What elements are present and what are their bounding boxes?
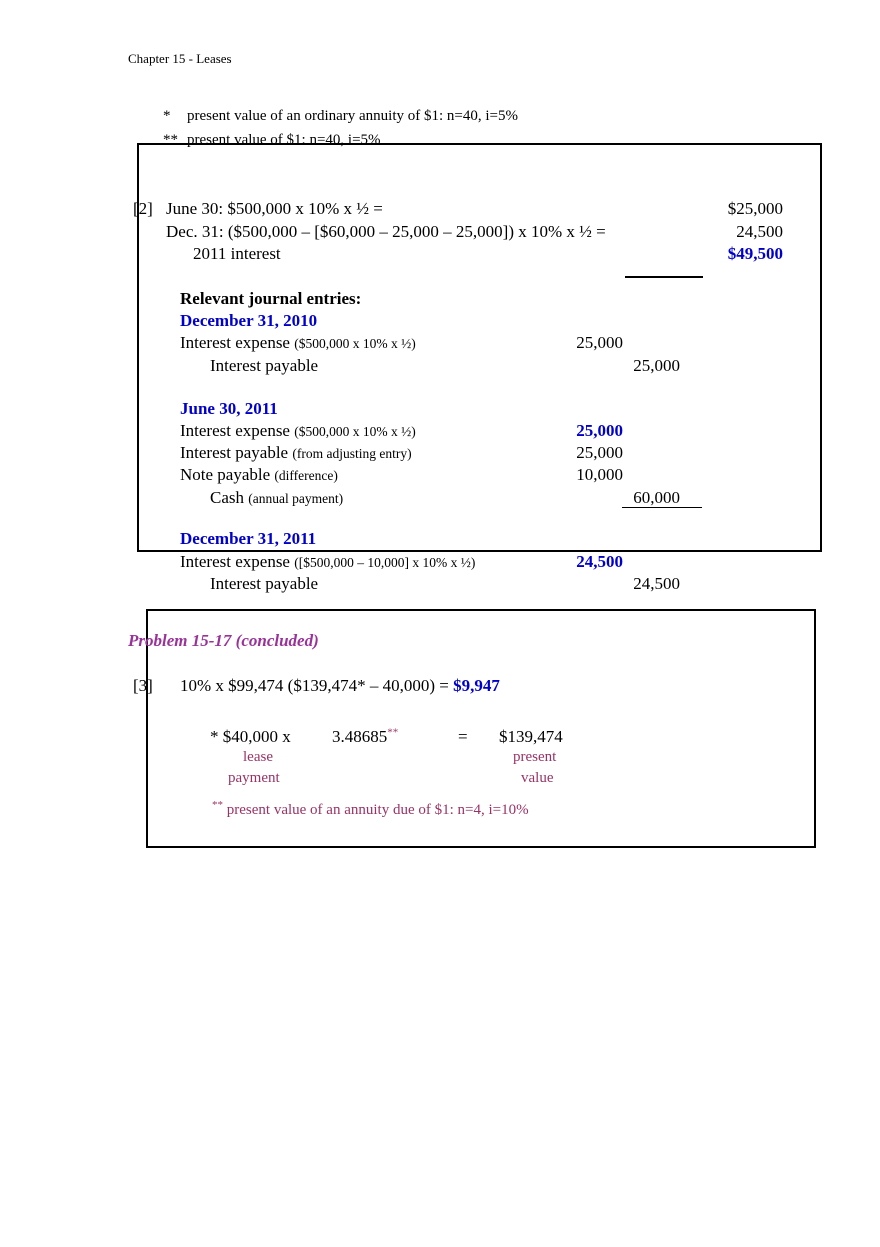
account-cell: [180, 443, 412, 463]
label-lease: lease: [243, 749, 273, 765]
credit-amount: 25,000: [633, 356, 680, 375]
annuity-footnote-text: present value of an annuity due of $1: n=4, i=10%: [226, 802, 529, 818]
calc-line-1-value: $25,000: [727, 199, 783, 218]
label-payment: payment: [228, 770, 280, 786]
account-cell: Interest payable: [210, 356, 319, 375]
formula-line: [180, 676, 500, 696]
calc-line-3-label: 2011 interest: [193, 244, 281, 263]
debit-amount: 10,000: [576, 465, 623, 484]
subcalc-result: $139,474: [499, 727, 563, 746]
footnote-star-text: present value of an ordinary annuity of $1: n=40, i=5%: [187, 108, 519, 124]
cash-underline: [622, 507, 702, 508]
factor-footnote-marker: **: [387, 726, 399, 739]
account-note: ($500,000 x 10% x ½): [294, 336, 416, 351]
item-marker-2: [2]: [133, 199, 153, 218]
formula-text: 10% x $99,474 ($139,474* – 40,000) =: [180, 676, 454, 695]
account-cell: [210, 488, 343, 508]
journal-entry-date-3: December 31, 2011: [180, 529, 317, 548]
journal-entry-date-1: December 31, 2010: [180, 311, 318, 330]
calc-line-2-value: 24,500: [736, 222, 783, 241]
journal-entry-date-2: June 30, 2011: [180, 399, 278, 418]
account-name: Interest expense: [180, 333, 290, 352]
account-note: (from adjusting entry): [292, 446, 412, 461]
account-name: Cash: [210, 488, 244, 507]
label-value: value: [521, 770, 554, 786]
credit-amount: 24,500: [633, 574, 680, 593]
subcalc-left: * $40,000 x: [210, 727, 291, 746]
item-marker-3: [3]: [133, 676, 153, 695]
account-cell: [180, 552, 475, 572]
account-cell: [180, 421, 416, 441]
subcalc-factor: [332, 727, 398, 747]
footnote-doublestar-marker: **: [163, 132, 178, 148]
debit-amount: 25,000: [576, 421, 623, 440]
subcalc-equals: =: [458, 727, 468, 746]
total-underline: [625, 276, 703, 278]
calc-line-1-label: June 30: $500,000 x 10% x ½ =: [166, 199, 383, 218]
formula-result: $9,947: [453, 676, 500, 695]
credit-amount: 60,000: [633, 488, 680, 507]
account-cell: Interest payable: [210, 574, 319, 593]
debit-amount: 25,000: [576, 443, 623, 462]
journal-entries-heading: Relevant journal entries:: [180, 289, 362, 308]
calc-line-3-value: $49,500: [727, 244, 783, 263]
factor-value: 3.48685: [332, 727, 388, 746]
account-note: (annual payment): [248, 491, 344, 506]
debit-amount: 25,000: [576, 333, 623, 352]
calc-line-2-label: Dec. 31: ($500,000 – [$60,000 – 25,000 – 25,000]) x 10% x ½ =: [166, 222, 606, 241]
footnote-star-marker: *: [163, 108, 171, 124]
page-header: Chapter 15 - Leases: [128, 51, 232, 66]
account-name: Note payable: [180, 465, 271, 484]
account-note: ($500,000 x 10% x ½): [294, 424, 416, 439]
footnote-doublestar-text: present value of $1: n=40, i=5%: [187, 132, 381, 148]
annuity-footnote-marker: **: [212, 799, 223, 811]
problem-heading: Problem 15-17 (concluded): [128, 631, 319, 650]
account-cell: [180, 333, 416, 353]
annuity-footnote: [212, 799, 529, 819]
account-name: Interest expense: [180, 552, 290, 571]
debit-amount: 24,500: [576, 552, 623, 571]
account-note: ([$500,000 – 10,000] x 10% x ½): [294, 555, 476, 570]
account-name: Interest expense: [180, 421, 290, 440]
label-present: present: [513, 749, 557, 765]
account-note: (difference): [274, 468, 338, 483]
account-name: Interest payable: [180, 443, 289, 462]
account-cell: [180, 465, 338, 485]
